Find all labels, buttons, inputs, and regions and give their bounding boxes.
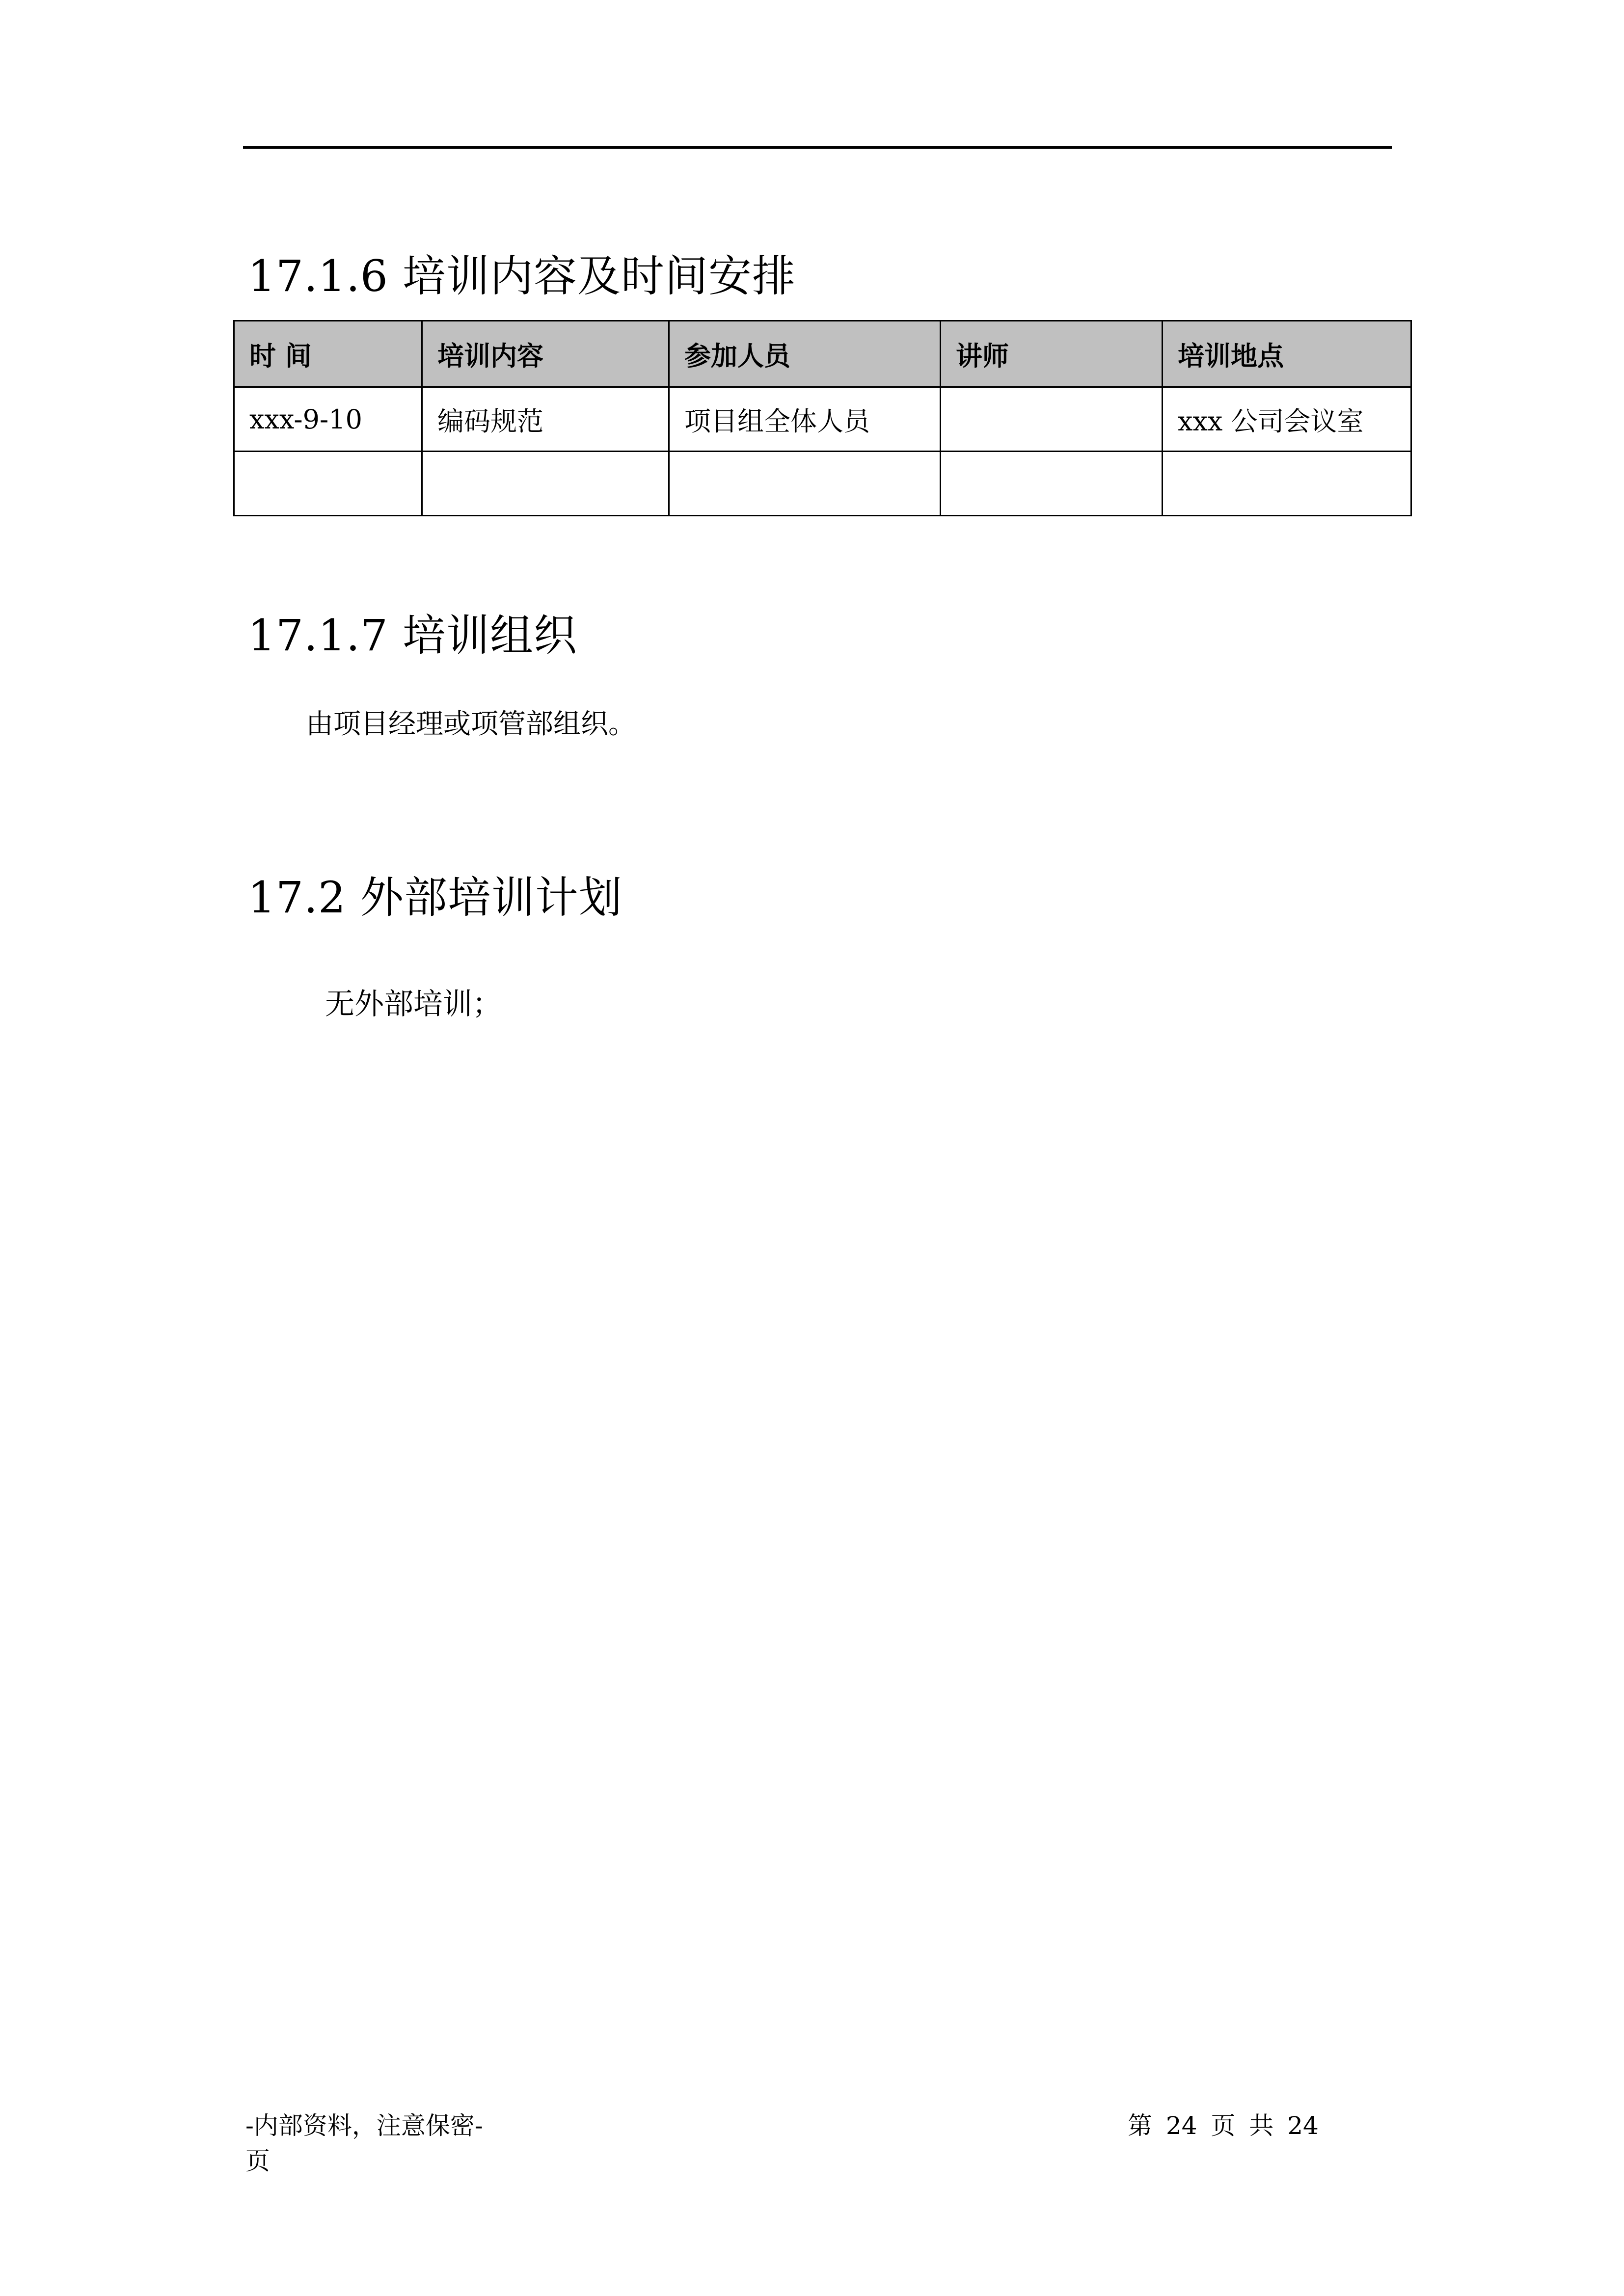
footer-confidential-note: -内部资料，注意保密- [245,2111,483,2140]
external-training-text: 无外部培训； [325,987,502,1021]
table-header-row [234,321,1411,387]
header-cell-content: 培训内容 [422,321,669,387]
header-cell-participants: 参加人员 [669,321,941,387]
cell-participants [669,452,941,516]
cell-content [422,452,669,516]
cell-time [234,452,422,516]
training-organization-text: 由项目经理或项管部组织。 [306,708,636,740]
section-heading-17-1-6: 17.1.6 培训内容及时间安排 [248,251,796,302]
footer-page-word: 页 [245,2147,270,2175]
cell-location [1163,452,1411,516]
table-row [234,452,1411,516]
header-cell-lecturer: 讲师 [941,321,1163,387]
header-rule [243,146,1392,149]
cell-lecturer [941,452,1163,516]
cell-content: 编码规范 [422,387,669,452]
section-heading-17-2: 17.2 外部培训计划 [248,872,623,923]
header-cell-location: 培训地点 [1163,321,1411,387]
section-heading-17-1-7: 17.1.7 培训组织 [248,610,577,661]
table-row [234,387,1411,452]
cell-location: xxx 公司会议室 [1163,387,1411,452]
footer-page-number: 第 24 页 共 24 [1128,2111,1319,2140]
cell-participants: 项目组全体人员 [669,387,941,452]
header-cell-time: 时 间 [234,321,422,387]
training-schedule-table [233,320,1412,516]
cell-time: xxx-9-10 [234,387,422,452]
cell-lecturer [941,387,1163,452]
